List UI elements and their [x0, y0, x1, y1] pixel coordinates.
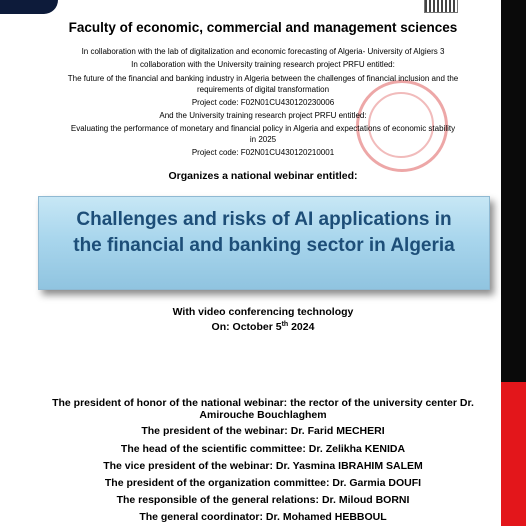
webinar-date: On: October 5th 2024 — [211, 321, 315, 333]
webinar-title-box — [38, 196, 490, 290]
webinar-title — [39, 207, 489, 259]
project-code: Project code: F02N01CU430120210001 — [191, 148, 335, 157]
project-code: Project code: F02N01CU430120230006 — [191, 98, 335, 107]
committee-line: The vice president of the webinar: Dr. Yasmina IBRAHIM SALEM — [103, 460, 423, 472]
faculty-title: Faculty of economic, commercial and management sciences — [68, 20, 458, 35]
organizes-heading: Organizes a national webinar entitled: — [168, 170, 358, 182]
header-line: requirements of digital transformation — [196, 85, 330, 94]
header-line: The future of the financial and banking industry in Algeria between the challenges of financial inclusion and the — [67, 74, 459, 83]
webinar-title-line1: Challenges and risks of AI applications in — [76, 209, 452, 230]
webinar-title-line2: the financial and banking sector in Algeria — [73, 235, 455, 256]
faculty-logo — [424, 0, 458, 13]
video-conferencing-note: With video conferencing technology — [172, 306, 354, 318]
university-logo — [0, 0, 58, 14]
committee-line: The responsible of the general relations: Dr. Miloud BORNI — [116, 494, 410, 506]
header-line: In collaboration with the University training research project PRFU entitled: — [131, 60, 395, 69]
header-line: In collaboration with the lab of digitalization and economic forecasting of Algeria- University of Algiers 3 — [81, 47, 445, 56]
committee-line: The president of the webinar: Dr. Farid MECHERI — [141, 425, 385, 437]
header-line: Evaluating the performance of monetary and financial policy in Algeria and expectations of economic stability — [70, 124, 456, 133]
committee-line: The general coordinator: Dr. Mohamed HEBBOUL — [139, 511, 387, 523]
committee-line: The president of the organization committee: Dr. Garmia DOUFI — [104, 477, 422, 489]
header-line: in 2025 — [249, 135, 277, 144]
header-line: And the University training research project PRFU entitled: — [159, 111, 367, 120]
committee-line: The president of honor of the national webinar: the rector of the university center Dr. — [52, 397, 474, 409]
committee-line: Amirouche Bouchlaghem — [199, 409, 327, 421]
committee-line: The head of the scientific committee: Dr. Zelikha KENIDA — [120, 443, 406, 455]
